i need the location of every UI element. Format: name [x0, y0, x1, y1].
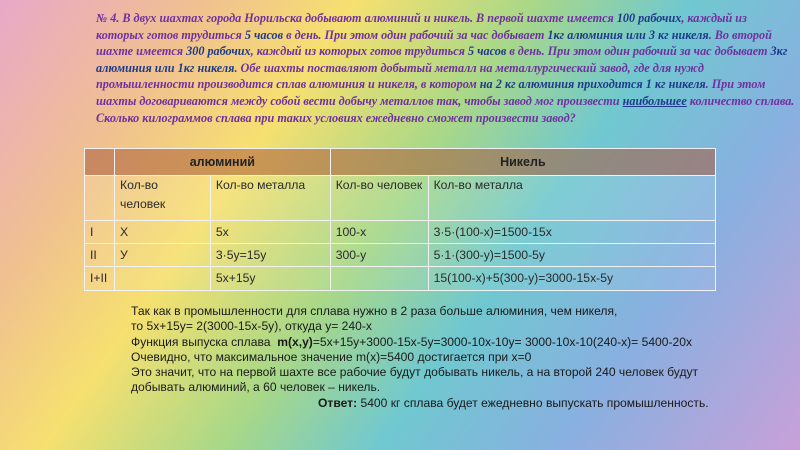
problem-key-value: рабочих: [638, 11, 682, 25]
header-nickel: Никель: [330, 149, 715, 176]
problem-key-value: 5 часов: [467, 44, 507, 59]
problem-key-value: 5 часов: [244, 27, 284, 42]
problem-text: алюминий и никель. В первой шахте имеется: [364, 11, 614, 25]
table-subheader-row: [85, 176, 716, 221]
table-cell: 300-у: [330, 244, 428, 267]
table-subheader: Кол-во металла: [210, 176, 330, 221]
problem-key-value: 100: [616, 11, 636, 25]
problem-text: , каждый из которых готов трудиться: [96, 11, 747, 42]
table-cell: I: [85, 221, 115, 244]
problem-key-value: наибольшее: [622, 93, 687, 108]
problem-text: № 4. В двух шахтах города Норильска добывают: [96, 11, 362, 25]
problem-key-value: 300 рабочих: [186, 44, 251, 59]
table-row: [85, 267, 716, 291]
solution-text: Функция выпуска сплава: [131, 334, 271, 349]
answer-line: [131, 396, 791, 411]
problem-text: количество сплава. Сколько килограммов сплава при таких условиях ежедневно сможет произвести завод?: [96, 93, 795, 125]
problem-text: в день. При этом один рабочий за час добывает: [286, 27, 545, 42]
table-cell: [114, 267, 210, 291]
table-cell: 3·5у=15у: [210, 244, 330, 267]
solution-line: добывать алюминий, а 60 человек – никель.: [131, 380, 381, 395]
table-cell: II: [85, 244, 115, 267]
table-cell: 5x+15у: [210, 267, 330, 291]
table-row: [85, 221, 716, 244]
answer-label: Ответ:: [318, 395, 358, 410]
solution-line: [131, 335, 791, 350]
problem-text: , каждый из которых готов трудиться: [250, 44, 465, 59]
table-corner: [85, 149, 115, 176]
problem-text: . При этом шахты договариваются между собой вести добычу металлов так, чтобы завод мог произвести: [96, 77, 766, 108]
table-cell: У: [114, 244, 210, 267]
table-subheader: Кол-во металла: [428, 176, 715, 221]
table-cell: X: [114, 221, 210, 244]
solution-line: Очевидно, что максимальное значение m(x)=5400 достигается при x=0: [131, 349, 532, 364]
problem-text: в день. При этом один рабочий за час добывает: [509, 44, 768, 59]
table-cell: 100-x: [330, 221, 428, 244]
solution-line: Это значит, что на первой шахте все рабочие будут добывать никель, а на второй 240 человек будут: [131, 365, 699, 380]
header-aluminum: алюминий: [114, 149, 330, 176]
problem-statement: [96, 10, 796, 126]
problem-text: . Обе шахты поставляют добытый металл на металлургический завод, где для нужд промышленности производится сплав алюминия и никеля, в котором: [96, 60, 704, 92]
table-row: [85, 244, 716, 267]
problem-key-value: на 2 кг алюминия приходится 1 кг никеля: [479, 77, 706, 92]
table-subheader: Кол-во человек: [114, 176, 210, 221]
data-table: [84, 148, 716, 291]
table-cell: [330, 267, 428, 291]
problem-key-value: 3кг алюминия или 1кг никеля: [96, 44, 788, 75]
function-name: m(x,y): [277, 334, 313, 349]
table-cell: [85, 176, 115, 221]
problem-text: . Во второй шахте имеется: [96, 27, 772, 59]
solution-text: =5x+15y+3000-15x-5y=3000-10x-10y= 3000-10x-10(240-x)= 5400-20x: [312, 334, 693, 349]
answer-text: 5400 кг сплава будет ежедневно выпускать промышленность.: [357, 395, 709, 410]
problem-key-value: 1кг алюминия или 3 кг никеля: [547, 27, 709, 42]
table-subheader: Кол-во человек: [330, 176, 428, 221]
solution-line: Так как в промышленности для сплава нужно в 2 раза больше алюминия, чем никеля,: [131, 304, 618, 318]
table-cell: 5x: [210, 221, 330, 244]
table-cell: 15(100-x)+5(300-у)=3000-15x-5у: [428, 267, 715, 291]
solution-line: то 5x+15y= 2(3000-15x-5y), откуда y= 240-x: [131, 319, 372, 334]
table-cell: 5·1·(300-у)=1500-5у: [428, 244, 715, 267]
table-cell: I+II: [85, 267, 115, 291]
solution-block: [131, 304, 791, 411]
table-cell: 3·5·(100-x)=1500-15x: [428, 221, 715, 244]
